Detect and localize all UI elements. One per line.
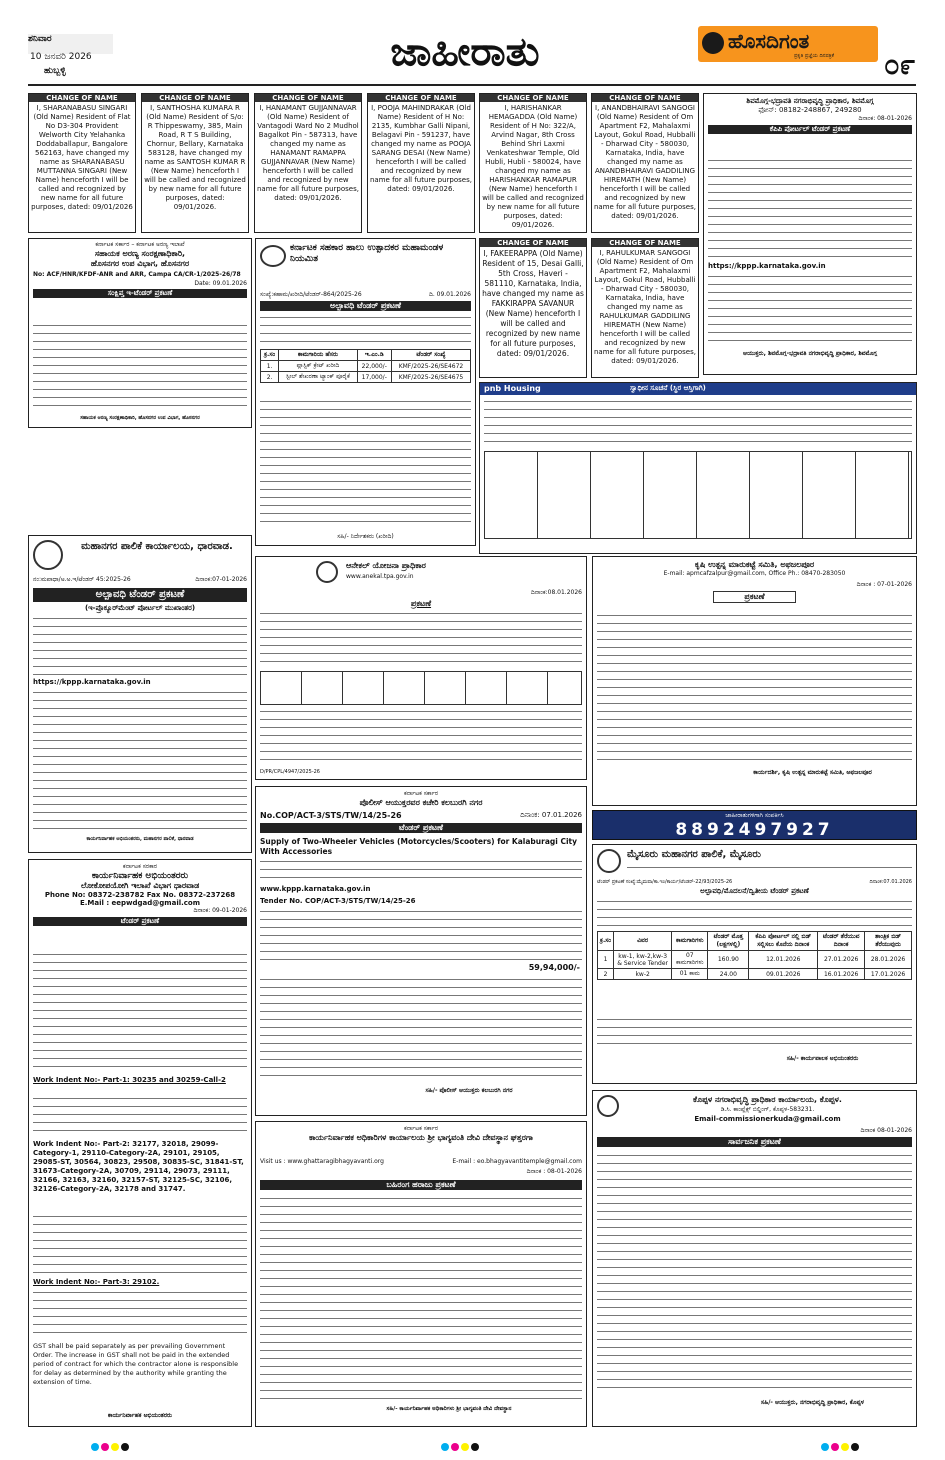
ad-body-text [597, 1153, 912, 1389]
ad-date: ದಿನಾಂಕ: 07.01.2026 [520, 811, 582, 819]
ad-anekal [255, 556, 587, 780]
banner-label: ಜಾಹೀರಾತುಗಳಿಗಾಗಿ ಸಂಪರ್ಕಿಸಿ [725, 812, 784, 819]
ad-title: ಆನೇಕಲ್ ಯೋಜನಾ ಪ್ರಾಧಿಕಾರ [346, 561, 426, 570]
ad-date: ದಿನಾಂಕ:08.01.2026 [530, 589, 582, 596]
cell: ಪ್ಲಾಸ್ಟಿಕ್ ಕ್ರೇಟ್ ಖರೀದಿ [279, 361, 357, 372]
notice-body: I, HARISHANKAR HEMAGADDA (Old Name) Resident of H No: 322/A, Arvind Nagar, 8th Cross Behind Shri Laxmi Venkateshwar Temple, Old Hubli, Hubli - 580024, have changed my name as HARISHANKAR RAMAPUR (New Name) henceforth I will be called and recognized by new name for all future purposes, dated: 09/01/2026. [482, 104, 584, 229]
table-row [261, 361, 471, 372]
ad-title: ಮಹಾನಗರ ಪಾಲಿಕೆ ಕಾರ್ಯಾಲಯ, ಧಾರವಾಡ. [81, 541, 233, 552]
cell: 2 [598, 969, 614, 980]
ad-body-text [260, 315, 471, 345]
ad-body-text [260, 977, 582, 1077]
tender-table [260, 349, 471, 383]
ad-notice-bar: ಅಲ್ಪಾವಧಿ ಟೆಂಡರ್ ಪ್ರಕಟಣೆ [33, 588, 247, 602]
ad-title: ಮೈಸೂರು ಮಹಾನಗರ ಪಾಲಿಕೆ, ಮೈಸೂರು [627, 849, 761, 860]
notice-body: I, FAKEERAPPA (Old Name) Resident of 15, Desai Galli, 5th Cross, Haveri - 581110, Karnataka, India, have changed my name as FAKKIRAPPA SAVANUR (New Name) henceforth I will be called and recognized by new name for all future purposes, dated: 09/01/2026. [482, 249, 584, 358]
table-row [598, 969, 912, 980]
ad-notice-bar: ಪ್ರಕಟಣೆ [713, 591, 796, 603]
ad-footer: ಕಾರ್ಯನಿರ್ವಾಹಕ ಅಭಿಯಂತರರು [107, 1412, 173, 1419]
ad-url[interactable]: https://kppp.karnataka.gov.in [33, 678, 151, 686]
ad-url[interactable]: Visit us : www.ghattaragibhagyavanti.org [260, 1158, 384, 1165]
work-indent-part1: Work Indent No:- Part-1: 30235 and 30259-Call-2 [33, 1076, 226, 1084]
banner-phone[interactable]: 8892497927 [675, 820, 834, 840]
ad-footer: ಸಹಿ/- ಕಾರ್ಯನಿರ್ವಾಹಕ ಅಧಿಕಾರಿಗಳು ಶ್ರೀ ಭಾಗ್ಯವಂತಿ ದೇವಿ ದೇವಸ್ಥಾನ [386, 1406, 512, 1412]
cell: 17.01.2026 [865, 969, 912, 980]
notice-heading: CHANGE OF NAME [142, 94, 248, 102]
ad-footer: ಕಾರ್ಯನಿರ್ವಾಹಕ ಅಭಿಯಂತರರು, ಮಹಾನಗರ ಪಾಲಿಕೆ, ಧಾರವಾಡ [86, 836, 194, 842]
emblem-icon [597, 849, 621, 873]
ad-body-text [33, 1290, 247, 1338]
ad-title: ಕಾರ್ಯನಿರ್ವಾಹಕ ಅಭಿಯಂತರರು [91, 871, 189, 881]
ad-ref: D/PR/CPL/4947/2025-26 [260, 769, 320, 775]
ad-body-text [597, 1017, 912, 1047]
ad-notice-bar: ಅಲ್ಪಾವಧಿ ಟೆಂಡರ್ ಪ್ರಕಟಣೆ [260, 301, 471, 311]
cell: 1 [598, 951, 614, 969]
ad-footer: ಸಹಿ/- ಕಾರ್ಯಪಾಲಕ ಅಭಿಯಂತರರು [786, 1055, 859, 1062]
ad-title: ಕಾರ್ಯನಿರ್ವಾಹಕ ಅಧಿಕಾರಿಗಳ ಕಾರ್ಯಾಲಯ ಶ್ರೀ ಭಾಗ್ಯವಂತಿ ದೇವಿ ದೇವಸ್ಥಾನ ಘತ್ತರಗಾ [309, 1133, 533, 1142]
cell: KMF/2025-26/SE4672 [391, 361, 470, 372]
ad-date: ದಿನಾಂಕ: 08-01-2026 [858, 115, 912, 122]
date-label: 10 ಜನವರಿ 2026 [30, 52, 92, 62]
ad-body-text [597, 613, 912, 763]
ad-date: ದಿ. 09.01.2026 [428, 291, 471, 298]
ad-pwd-dharwad [28, 859, 252, 1427]
notice-body: I, SANTHOSHA KUMARA R (Old Name) Resident of S/o: R Thippeswamy, 385, Main Road, R T S Building, Chornur, Bellary, Karnataka 583128, have changed my name as SANTOSH KUMAR R (New Name) henceforth I will be called and recognized by new name for all future purposes, dated: 09/01/2026. [144, 104, 246, 211]
ad-date: ದಿನಾಂಕ: 09-01-2026 [193, 907, 247, 914]
ad-date: Date: 09.01.2026 [194, 280, 247, 287]
ad-koppal-uda [592, 1090, 917, 1427]
emd-amount: 59,94,000/- [528, 963, 580, 972]
emblem-icon [316, 561, 338, 583]
ad-body-text [627, 865, 912, 875]
col-header: ಟೆಂಡರ್ ಮೊತ್ತ (ಲಕ್ಷಗಳಲ್ಲಿ) [708, 932, 749, 951]
ad-phone: ಫೋನ್: 08182-248867, 249280 [758, 106, 862, 114]
col-header: ಕಾಮಗಾರಿಯ ಹೆಸರು [279, 350, 357, 361]
ad-shivamogga [703, 93, 917, 375]
ad-top-line: ಕರ್ನಾಟಕ ಸರ್ಕಾರ – ಕರ್ನಾಟಕ ಅರಣ್ಯ ಇಲಾಖೆ [95, 241, 185, 248]
work-indent-part3: Work Indent No:- Part-3: 29102. [33, 1278, 160, 1286]
ad-email[interactable]: E-mail: apmcafzalpur@gmail.com, Office Ph.: 08470-283050 [663, 570, 846, 577]
ad-body-text [708, 274, 912, 344]
brand-name: ಹೊಸದಿಗಂತ [728, 29, 810, 53]
ad-subtitle: ಲೋಕೋಪಯೋಗಿ ಇಲಾಖೆ ವಿಭಾಗ ಧಾರವಾಡ [80, 881, 200, 890]
notice-body: I, SHARANABASU SINGARI (Old Name) Resident of Flat No D3-304 Provident Welworth City Yelahanka Doddaballapur, Bangalore 562163, have changed my name as SHARANABASU MUTTANNA SINGARI (New Name) henceforth I will be called and recognized by new name for all future purposes, dated: 09/01/2026 [31, 104, 133, 211]
ad-temple-ghattaraga [255, 1121, 587, 1427]
name-change-4 [367, 93, 475, 233]
page-header [0, 0, 945, 86]
ad-body-text [260, 1196, 582, 1400]
ad-footer: ಸಹಾಯಕ ಅರಣ್ಯ ಸಂರಕ್ಷಣಾಧಿಕಾರಿ, ಹೊಸನಗರ ಉಪ ವಿಭಾಗ, ಹೊಸನಗರ [80, 415, 200, 421]
table-row [598, 951, 912, 969]
cell: 09.01.2026 [749, 969, 818, 980]
ad-date: ದಿನಾಂಕ 08-01-2026 [860, 1127, 912, 1134]
ad-notice-bar: ಕೆಪಿಪಿ ಪೋರ್ಟಲ್ ಟೆಂಡರ್ ಪ್ರಕಟಣೆ [708, 125, 912, 134]
notice-heading: CHANGE OF NAME [368, 94, 474, 102]
ad-body-text [260, 399, 471, 527]
ad-ref: No.COP/ACT-3/STS/TW/14/25-26 [260, 811, 402, 820]
ad-body-text [33, 616, 247, 676]
col-header: ಟೆಂಡರ್ ಸಂಖ್ಯೆ [391, 350, 470, 361]
ad-notice-bar: ಅಲ್ಪಾವಧಿ/ಮೊದಲನೆ/ದ್ವಿತೀಯ ಟೆಂಡರ್ ಪ್ರಕಟಣೆ [700, 887, 809, 895]
ad-footer: ಕಾರ್ಯದರ್ಶಿ, ಕೃಷಿ ಉತ್ಪನ್ನ ಮಾರುಕಟ್ಟೆ ಸಮಿತಿ, ಅಫಜಲಪೂರ [753, 769, 872, 776]
ad-email[interactable]: Email-commissionerkuda@gmail.com [694, 1115, 841, 1123]
ad-body-text [708, 158, 912, 258]
brand-tagline: ಪ್ರಕೃತಿ ಪ್ರಜ್ಞೆಯ ದಿನಪತ್ರಿಕೆ [794, 53, 834, 59]
ad-notice-bar: ಸಾರ್ವಜನಿಕ ಪ್ರಕಟಣೆ [597, 1137, 912, 1147]
notice-heading: CHANGE OF NAME [480, 94, 586, 102]
ad-body-text [33, 690, 247, 830]
ad-title: ಸ್ವಾಧೀನ ಸೂಚನೆ (ಸ್ಥಿರ ಆಸ್ತಿಗಾಗಿ) [630, 384, 706, 392]
name-change-2 [141, 93, 249, 233]
col-header: ಕೆಪಿಪಿ ಪೋರ್ಟಲ್ ನಲ್ಲಿ ಬಿಡ್ ಸಲ್ಲಿಸಲು ಕೊನೆಯ ದಿನಾಂಕ [749, 932, 818, 951]
notice-body: I, ANANDBHAIRAVI SANGOGI (Old Name) Resident of Om Apartment F2, Mahalaxmi Layout, Gokul Road, Hubballi - Dharwad City - 580030, Karnataka, India, have changed my name as ANANDBHAIRAVI GADDILING HIREMATH (New Name) henceforth I will be called and recognized by new name for all future purposes, dated: 09/01/2026. [594, 104, 696, 220]
ad-url[interactable]: www.anekal.tpa.gov.in [346, 573, 414, 580]
ad-pnb-housing [479, 382, 917, 554]
col-header: ವಿವರ [614, 932, 672, 951]
section-title: ಜಾಹೀರಾತು [390, 29, 540, 75]
ad-body-text [260, 709, 582, 763]
notice-heading: CHANGE OF NAME [592, 239, 698, 247]
ad-subtitle: (ಇ-ಪ್ರೊಕ್ಯೂರ್‌ಮೆಂಟ್ ಪೋರ್ಟಲ್ ಮುಖಾಂತರ) [84, 604, 196, 612]
ad-notice-bar: ಟೆಂಡರ್ ಪ್ರಕಟಣೆ [260, 823, 582, 833]
ad-footer: ಸಹಿ/- ನಿರ್ದೇಶಕರು (ಖರೀದಿ) [337, 533, 394, 540]
city-label: ಹುಬ್ಬಳ್ಳಿ [44, 66, 66, 76]
cell: 1. [261, 361, 279, 372]
kmf-logo-icon [260, 245, 286, 267]
ad-body-text [33, 1214, 247, 1274]
ad-date: ದಿನಾಂಕ:07.01.2026 [869, 879, 912, 885]
ad-contact-banner [592, 810, 917, 840]
notice-heading: CHANGE OF NAME [592, 94, 698, 102]
emblem-icon [597, 1095, 619, 1117]
property-table [484, 451, 912, 539]
ad-body-text [260, 611, 582, 667]
ad-ref: ಟೆಂಡರ್ ಪ್ರಕಟಣೆ ಸಂಖ್ಯೆ:ಮೈಮಪಾ/ಕಾ.ಇಂ/ಕಾರ್ಯ/ಟೆಂಡರ್-22/93/2025-26 [597, 879, 733, 885]
ad-apmc-afzalpur [592, 556, 917, 806]
notice-body: I, POOJA MAHINDRAKAR (Old Name) Resident of H No: 2135, Kumbhar Galli Nipani, Belagavi Pin - 591237, have changed my name as POOJA SARANG DESAI (New Name) henceforth I will be called and recognized by new name for all future purposes, dated: 09/01/2026. [370, 104, 472, 193]
survey-table [260, 671, 582, 705]
brand-logo [698, 26, 878, 62]
col-header: ಕ್ರ.ಸಂ [261, 350, 279, 361]
notice-body: I, HANAMANT GUJJANNAVAR (Old Name) Resident of Vantagodi Ward No 2 Mudhol Bagalkot Pin - 587313, have changed my name as HANAMANT RAMAPPA GUJJANNAVAR (New Name) henceforth I will be called and recognized by new name for all future purposes, dated: 09/01/2026. [257, 104, 359, 202]
name-change-1 [28, 93, 136, 233]
work-indent-part2: Work Indent No:- Part-2: 32177, 32018, 29099-Category-1, 29110-Category-2A, 29101, 29105, 29085-ST, 30564, 30823, 29508, 30835-SC, 31841-ST, 31673-Category-2A, 30709, 29114, 29073, 29111, 32166, 32163, 32160, 32157-ST, 32125-SC, 32106, 32126-Category-2A, 32178 and 31747. [33, 1140, 244, 1193]
print-registration-marks [90, 1436, 130, 1455]
ad-ref: ನಂ:ಮಪಾಧಾ/ಅ.ಅ.ಇ/ಟೆಂಡರ್ 45:2025-26 [33, 576, 131, 583]
ad-date: ದಿನಾಂಕ : 08-01-2026 [526, 1168, 582, 1175]
ad-url[interactable]: www.kppp.karnataka.gov.in [260, 885, 371, 893]
ad-title: ಕರ್ನಾಟಕ ಸಹಕಾರ ಹಾಲು ಉತ್ಪಾದಕರ ಮಹಾಮಂಡಳ ನಿಯಮಿತ [290, 243, 444, 264]
cell: 160.90 [708, 951, 749, 969]
ad-govt: ಕರ್ನಾಟಕ ಸರಕಾರ [122, 863, 158, 870]
name-change-3 [254, 93, 362, 233]
notice-body: I, RAHULKUMAR SANGOGI (Old Name) Resident of Om Apartment F2, Mahalaxmi Layout, Gokul Road, Hubballi - Dharwad City - 580030, Karnataka, India, have changed my name as RAHULKUMAR GADDILING HIREMATH (New Name) henceforth I will be called and recognized by new name for all future purposes, dated: 09/01/2026. [594, 249, 696, 365]
name-change-6 [591, 93, 699, 233]
notice-heading: CHANGE OF NAME [29, 94, 135, 102]
ad-phone: Phone No: 08372-238782 Fax No. 08372-237268 [44, 891, 236, 899]
cell: 24.00 [708, 969, 749, 980]
ad-subtitle: ಹೊಸನಗರ ಉಪ ವಿಭಾಗ, ಹೊಸನಗರ [90, 259, 190, 268]
cell: 01 ಕಾಮ [672, 969, 708, 980]
emblem-icon [33, 540, 63, 570]
cell: 2. [261, 372, 279, 383]
lamp-icon [702, 32, 724, 54]
pnb-logo: pnb Housing [484, 384, 541, 393]
ad-footer: ಆಯುಕ್ತರು, ಶಿವಮೊಗ್ಗ-ಭದ್ರಾವತಿ ನಗರಾಭಿವೃದ್ಧಿ ಪ್ರಾಧಿಕಾರ, ಶಿವಮೊಗ್ಗ [743, 350, 877, 357]
ad-mysuru-corporation [592, 844, 917, 1084]
tender-table [597, 931, 912, 980]
ad-email[interactable]: E-mail : eo.bhagyavantitemple@gmail.com [452, 1158, 582, 1165]
cell: 17,000/- [357, 372, 391, 383]
cell: 12.01.2026 [749, 951, 818, 969]
ad-title: ಪೊಲೀಸ್ ಆಯುಕ್ತರವರ ಕಚೇರಿ ಕಲಬುರಗಿ ನಗರ [359, 798, 483, 807]
cell: 22,000/- [357, 361, 391, 372]
cell: kw-1, kw-2,kw-3 & Service Tender [614, 951, 672, 969]
ad-police-kalaburagi [255, 786, 587, 1116]
col-header: ಕ್ರ.ಸಂ [598, 932, 614, 951]
ad-date: ದಿನಾಂಕ : 07-01-2026 [856, 581, 912, 588]
ad-title: ಕೃಷಿ ಉತ್ಪನ್ನ ಮಾರುಕಟ್ಟೆ ಸಮಿತಿ, ಅಫಜಲಪೂರ [694, 560, 815, 569]
ad-body-text [260, 859, 582, 883]
ad-kmf [255, 238, 476, 546]
cell: 27.01.2026 [818, 951, 865, 969]
notice-heading: CHANGE OF NAME [480, 239, 586, 247]
print-registration-marks [440, 1436, 480, 1455]
date-block [28, 34, 113, 54]
ad-notice-bar: ಪ್ರಕಟಣೆ [410, 599, 432, 608]
notice-heading: CHANGE OF NAME [255, 94, 361, 102]
col-header: ಇ.ಎಂ.ಡಿ [357, 350, 391, 361]
cell: 28.01.2026 [865, 951, 912, 969]
ad-title: ಶಿವಮೊಗ್ಗ-ಭದ್ರಾವತಿ ನಗರಾಭಿವೃದ್ಧಿ ಪ್ರಾಧಿಕಾರ, ಶಿವಮೊಗ್ಗ [746, 97, 874, 105]
page-number: ೦೯ [884, 48, 916, 81]
cell: 07 ಕಾಮಗಾರಿಗಳು [672, 951, 708, 969]
ad-body-text [33, 952, 247, 1072]
ad-title: ಕೊಪ್ಪಳ ನಗರಾಭಿವೃದ್ಧಿ ಪ್ರಾಧಿಕಾರ ಕಾರ್ಯಾಲಯ, ಕೊಪ್ಪಳ. [693, 1095, 842, 1104]
ad-govt: ಕರ್ನಾಟಕ ಸರ್ಕಾರ [403, 790, 439, 797]
ad-body-text [260, 909, 582, 961]
table-row [261, 372, 471, 383]
ad-footer: ಸಹಿ/- ಪೊಲೀಸ್ ಆಯುಕ್ತರು ಕಲಬುರಗಿ ನಗರ [425, 1087, 513, 1094]
ad-notice-bar: ಸಂಕ್ಷಿಪ್ತ ಇ-ಟೆಂಡರ್ ಪ್ರಕಟಣೆ [33, 289, 247, 298]
ad-dharwad-corporation [28, 535, 252, 853]
ad-notice-bar: ಟೆಂಡರ್ ಪ್ರಕಟಣೆ [33, 917, 247, 926]
ad-ref: No: ACF/HNR/KFDF-ANR and ARR, Campa CA/CR-1/2025-26/78 [33, 271, 241, 278]
tender-number: Tender No. COP/ACT-3/STS/TW/14/25-26 [260, 897, 416, 905]
ad-body-text [484, 399, 912, 447]
col-header: ತಾಂತ್ರಿಕ ಬಿಡ್ ತೆರೆಯುವುದು [865, 932, 912, 951]
ad-date: ದಿನಾಂಕ:07-01-2026 [195, 576, 247, 583]
print-registration-marks [820, 1436, 860, 1455]
ad-footer: ಸಹಿ/- ಆಯುಕ್ತರು, ನಗರಾಭಿವೃದ್ಧಿ ಪ್ರಾಧಿಕಾರ, ಕೊಪ್ಪಳ [760, 1399, 865, 1406]
ad-forest [28, 238, 252, 428]
ad-url[interactable]: https://kppp.karnataka.gov.in [708, 262, 826, 270]
name-change-7 [479, 238, 587, 378]
day-label: ಶನಿವಾರ [28, 34, 52, 44]
name-change-8 [591, 238, 699, 378]
ad-address: ಡಿ.ಸಿ. ಕಾಂಪ್ಲೆಕ್ಸ್ ಬಿಲ್ಡಿಂಗ್, ಕೊಪ್ಪಳ-583231. [720, 1106, 815, 1113]
ad-govt: ಕರ್ನಾಟಕ ಸರ್ಕಾರ [403, 1125, 439, 1132]
ad-email[interactable]: E.Mail : eepwdgad@gmail.com [79, 899, 201, 907]
tender-subject: Supply of Two-Wheeler Vehicles (Motorcycles/Scooters) for Kalaburagi City With Accessories [260, 837, 577, 856]
ad-body-text [597, 899, 912, 927]
header-rule [28, 84, 916, 86]
name-change-5 [479, 93, 587, 233]
cell: KMF/2025-26/SE4675 [391, 372, 470, 383]
ad-ref: ಸಂಖ್ಯೆ:ಕಹಾಮ/ಖರೀದಿ/ಟೆಂಡರ್-864/2025-26 [260, 291, 362, 298]
gst-note: GST shall be paid separately as per prevailing Government Order. The increase in GST shall not be paid in the extended period of contract for which the contractor alone is responsible for delay as determined by the authority while granting the extension of time. [33, 1342, 239, 1386]
ad-title: ಸಹಾಯಕ ಅರಣ್ಯ ಸಂರಕ್ಷಣಾಧಿಕಾರಿ, [94, 249, 186, 258]
cell: 16.01.2026 [818, 969, 865, 980]
col-header: ಕಾಮಗಾರಿಗಳು [672, 932, 708, 951]
ad-body-text [33, 323, 247, 413]
ad-body-text [33, 1096, 247, 1136]
cell: ಸ್ಟೀಲ್ ಶೇಖರಣಾ ಟ್ಯಾಂಕ್ ಪೂರೈಕೆ [279, 372, 357, 383]
ad-notice-bar: ಬಹಿರಂಗ ಹರಾಜು ಪ್ರಕಟಣೆ [260, 1180, 582, 1190]
col-header: ಟೆಂಡರ್ ತೆರೆಯುವ ದಿನಾಂಕ [818, 932, 865, 951]
cell: kw-2 [614, 969, 672, 980]
